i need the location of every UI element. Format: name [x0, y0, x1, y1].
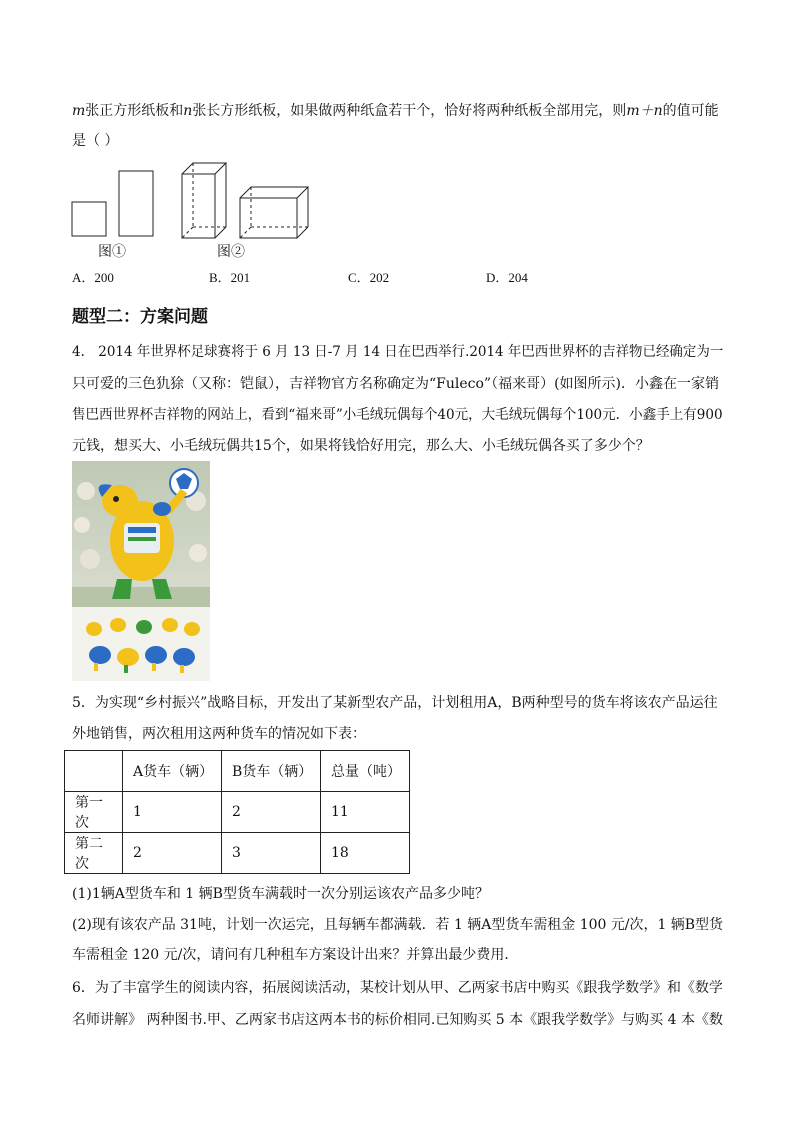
q4-line-1: 4． 2014 年世界杯足球赛将于 6 月 13 日-7 月 14 日在巴西举行.2014 年巴西世界杯的吉祥物已经确定为一 [72, 344, 724, 360]
table-cell: 1 [123, 792, 222, 833]
q4-line-3: 售巴西世界杯吉祥物的网站上，看到“福来哥”小毛绒玩偶每个40元，大毛绒玩偶每个100元．小鑫手上有900 [72, 407, 723, 423]
table-header-row [65, 751, 410, 792]
option-c: C．202 [348, 270, 390, 285]
q5-sub-question-1: (1)1辆A型货车和 1 辆B型货车满载时一次分别运该农产品多少吨？ [72, 886, 489, 902]
var-m: m [72, 103, 86, 119]
option-a: A．200 [72, 270, 114, 285]
option-d: D．204 [486, 270, 528, 285]
tall-box-shape [182, 163, 226, 238]
q5-sub-question-2-line1: (2)现有该农产品 31吨，计划一次运完，且每辆车都满载．若 1 辆A型货车需租金 100 元/次，1 辆B型货 [72, 917, 724, 933]
q3-text-line2: 是（ ） [72, 133, 119, 149]
table-header-cell: 总量（吨） [321, 751, 410, 792]
table-header-cell: B货车（辆） [222, 751, 321, 792]
table-cell: 18 [321, 833, 410, 874]
table-cell: 第二次 [65, 833, 123, 874]
figure-2-caption: 图② [217, 244, 245, 260]
q6-line-2: 名师讲解》 两种图书.甲、乙两家书店这两本书的标价相同.已知购买 5 本《跟我学数学》与购买 4 本《数 [72, 1012, 723, 1028]
table-cell: 第一次 [65, 792, 123, 833]
var-n: n [183, 103, 193, 119]
rectangle-board-shape [119, 171, 153, 236]
mascot-illustration [72, 461, 210, 681]
expr-m-plus-n: m＋n [626, 103, 663, 119]
square-board-shape [72, 202, 106, 236]
option-b: B．201 [209, 270, 251, 285]
q3-text-line1: m张正方形纸板和n张长方形纸板，如果做两种纸盒若干个，恰好将两种纸板全部用完，则m＋n的值可能 [72, 103, 719, 119]
table-row [65, 833, 410, 874]
table-cell: 2 [123, 833, 222, 874]
figure-1-boards [70, 168, 160, 240]
table-cell: 3 [222, 833, 321, 874]
q6-line-1: 6．为了丰富学生的阅读内容，拓展阅读活动，某校计划从甲、乙两家书店中购买《跟我学数学》和《数学 [72, 980, 723, 996]
q5-line-2: 外地销售，两次租用这两种货车的情况如下表： [72, 726, 366, 742]
figure-2-boxes [178, 160, 310, 242]
table-header-cell: A货车（辆） [123, 751, 222, 792]
table-cell: 2 [222, 792, 321, 833]
table-header-cell [65, 751, 123, 792]
q4-line-2: 只可爱的三色犰狳（又称：铠鼠），吉祥物官方名称确定为“Fuleco”（福来哥）(如图所示)．小鑫在一家销 [72, 376, 719, 392]
q4-line-4: 元钱，想买大、小毛绒玩偶共15个，如果将钱恰好用完，那么大、小毛绒玩偶各买了多少个？ [72, 438, 650, 454]
figure-1-caption: 图① [98, 244, 126, 260]
flat-box-shape [240, 187, 308, 238]
mascot-photo [72, 461, 210, 681]
section-heading: 题型二：方案问题 [72, 307, 208, 327]
truck-rental-table [64, 750, 410, 874]
q5-line-1: 5．为实现“乡村振兴”战略目标，开发出了某新型农产品，计划租用A，B两种型号的货车将该农产品运往 [72, 695, 718, 711]
table-cell: 11 [321, 792, 410, 833]
q5-sub-question-2-line2: 车需租金 120 元/次，请问有几种租车方案设计出来？并算出最少费用． [72, 947, 519, 963]
table-row [65, 792, 410, 833]
